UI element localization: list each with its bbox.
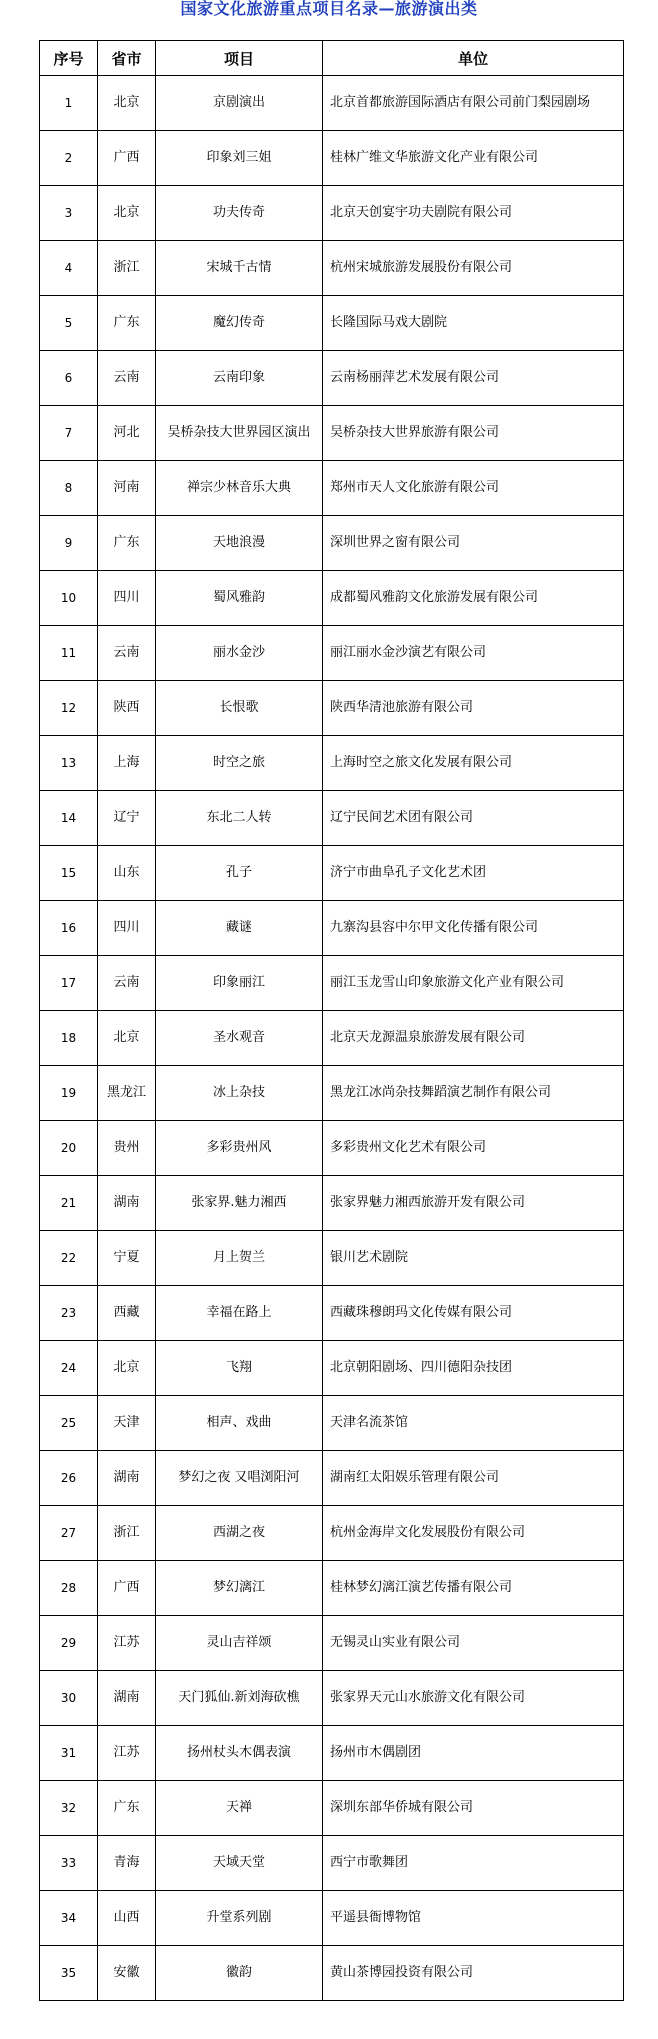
row-project: 多彩贵州风 xyxy=(156,1121,323,1176)
row-index: 20 xyxy=(40,1121,98,1176)
row-index: 9 xyxy=(40,516,98,571)
row-province: 青海 xyxy=(98,1836,156,1891)
row-project: 魔幻传奇 xyxy=(156,296,323,351)
row-project: 丽水金沙 xyxy=(156,626,323,681)
row-unit: 陕西华清池旅游有限公司 xyxy=(323,681,624,736)
row-unit: 郑州市天人文化旅游有限公司 xyxy=(323,461,624,516)
row-project: 东北二人转 xyxy=(156,791,323,846)
row-unit: 北京天龙源温泉旅游发展有限公司 xyxy=(323,1011,624,1066)
row-province: 湖南 xyxy=(98,1176,156,1231)
row-province: 河南 xyxy=(98,461,156,516)
row-index: 17 xyxy=(40,956,98,1011)
table-row xyxy=(40,131,624,186)
row-province: 广西 xyxy=(98,131,156,186)
table-row xyxy=(40,1286,624,1341)
row-project: 天门狐仙.新刘海砍樵 xyxy=(156,1671,323,1726)
row-index: 24 xyxy=(40,1341,98,1396)
table-row xyxy=(40,626,624,681)
row-project: 吴桥杂技大世界园区演出 xyxy=(156,406,323,461)
row-unit: 济宁市曲阜孔子文化艺术团 xyxy=(323,846,624,901)
row-project: 升堂系列剧 xyxy=(156,1891,323,1946)
row-unit: 银川艺术剧院 xyxy=(323,1231,624,1286)
table-row xyxy=(40,571,624,626)
table-row xyxy=(40,461,624,516)
row-project: 云南印象 xyxy=(156,351,323,406)
row-province: 西藏 xyxy=(98,1286,156,1341)
row-unit: 吴桥杂技大世界旅游有限公司 xyxy=(323,406,624,461)
row-index: 13 xyxy=(40,736,98,791)
row-province: 天津 xyxy=(98,1396,156,1451)
row-province: 贵州 xyxy=(98,1121,156,1176)
row-project: 扬州杖头木偶表演 xyxy=(156,1726,323,1781)
row-index: 34 xyxy=(40,1891,98,1946)
header-province: 省市 xyxy=(98,41,156,76)
row-project: 印象刘三姐 xyxy=(156,131,323,186)
row-index: 15 xyxy=(40,846,98,901)
table-row xyxy=(40,956,624,1011)
row-index: 30 xyxy=(40,1671,98,1726)
row-project: 宋城千古情 xyxy=(156,241,323,296)
row-unit: 黑龙江冰尚杂技舞蹈演艺制作有限公司 xyxy=(323,1066,624,1121)
row-index: 1 xyxy=(40,76,98,131)
row-unit: 北京首都旅游国际酒店有限公司前门梨园剧场 xyxy=(323,76,624,131)
row-index: 3 xyxy=(40,186,98,241)
table-row xyxy=(40,296,624,351)
row-index: 22 xyxy=(40,1231,98,1286)
row-province: 河北 xyxy=(98,406,156,461)
table-row xyxy=(40,1341,624,1396)
row-unit: 杭州金海岸文化发展股份有限公司 xyxy=(323,1506,624,1561)
row-project: 幸福在路上 xyxy=(156,1286,323,1341)
table-row xyxy=(40,1451,624,1506)
row-index: 32 xyxy=(40,1781,98,1836)
row-project: 圣水观音 xyxy=(156,1011,323,1066)
row-index: 6 xyxy=(40,351,98,406)
row-unit: 湖南红太阳娱乐管理有限公司 xyxy=(323,1451,624,1506)
table-row xyxy=(40,1671,624,1726)
row-unit: 张家界魅力湘西旅游开发有限公司 xyxy=(323,1176,624,1231)
row-unit: 九寨沟县容中尔甲文化传播有限公司 xyxy=(323,901,624,956)
row-index: 26 xyxy=(40,1451,98,1506)
row-project: 长恨歌 xyxy=(156,681,323,736)
row-unit: 西藏珠穆朗玛文化传媒有限公司 xyxy=(323,1286,624,1341)
row-project: 印象丽江 xyxy=(156,956,323,1011)
row-unit: 桂林梦幻漓江演艺传播有限公司 xyxy=(323,1561,624,1616)
row-index: 29 xyxy=(40,1616,98,1671)
table-row xyxy=(40,1396,624,1451)
row-province: 安徽 xyxy=(98,1946,156,2001)
row-province: 广东 xyxy=(98,296,156,351)
row-index: 10 xyxy=(40,571,98,626)
project-table xyxy=(39,40,624,2001)
row-unit: 无锡灵山实业有限公司 xyxy=(323,1616,624,1671)
row-project: 时空之旅 xyxy=(156,736,323,791)
table-row xyxy=(40,736,624,791)
table-row xyxy=(40,1891,624,1946)
row-index: 31 xyxy=(40,1726,98,1781)
table-row xyxy=(40,1506,624,1561)
table-row xyxy=(40,1616,624,1671)
row-index: 14 xyxy=(40,791,98,846)
row-project: 天地浪漫 xyxy=(156,516,323,571)
row-index: 8 xyxy=(40,461,98,516)
row-province: 云南 xyxy=(98,956,156,1011)
row-unit: 云南杨丽萍艺术发展有限公司 xyxy=(323,351,624,406)
row-province: 四川 xyxy=(98,901,156,956)
row-unit: 杭州宋城旅游发展股份有限公司 xyxy=(323,241,624,296)
table-row xyxy=(40,516,624,571)
table-row xyxy=(40,1946,624,2001)
row-project: 徽韵 xyxy=(156,1946,323,2001)
row-project: 蜀风雅韵 xyxy=(156,571,323,626)
row-province: 宁夏 xyxy=(98,1231,156,1286)
row-unit: 北京朝阳剧场、四川德阳杂技团 xyxy=(323,1341,624,1396)
row-project: 张家界.魅力湘西 xyxy=(156,1176,323,1231)
row-province: 广西 xyxy=(98,1561,156,1616)
table-row xyxy=(40,1726,624,1781)
row-unit: 上海时空之旅文化发展有限公司 xyxy=(323,736,624,791)
row-province: 北京 xyxy=(98,1341,156,1396)
row-province: 广东 xyxy=(98,516,156,571)
table-row xyxy=(40,1781,624,1836)
table-row xyxy=(40,1176,624,1231)
row-province: 北京 xyxy=(98,76,156,131)
row-unit: 成都蜀风雅韵文化旅游发展有限公司 xyxy=(323,571,624,626)
table-row xyxy=(40,901,624,956)
row-index: 5 xyxy=(40,296,98,351)
table-body xyxy=(40,76,624,2001)
table-row xyxy=(40,406,624,461)
table-row xyxy=(40,1066,624,1121)
row-index: 18 xyxy=(40,1011,98,1066)
row-province: 浙江 xyxy=(98,1506,156,1561)
row-province: 黑龙江 xyxy=(98,1066,156,1121)
row-index: 16 xyxy=(40,901,98,956)
row-project: 飞翔 xyxy=(156,1341,323,1396)
table-row xyxy=(40,846,624,901)
row-project: 孔子 xyxy=(156,846,323,901)
row-index: 19 xyxy=(40,1066,98,1121)
row-project: 月上贺兰 xyxy=(156,1231,323,1286)
row-index: 23 xyxy=(40,1286,98,1341)
row-project: 天禅 xyxy=(156,1781,323,1836)
header-index: 序号 xyxy=(40,41,98,76)
row-unit: 西宁市歌舞团 xyxy=(323,1836,624,1891)
row-index: 7 xyxy=(40,406,98,461)
row-project: 禅宗少林音乐大典 xyxy=(156,461,323,516)
row-province: 广东 xyxy=(98,1781,156,1836)
table-row xyxy=(40,1561,624,1616)
row-unit: 长隆国际马戏大剧院 xyxy=(323,296,624,351)
row-unit: 多彩贵州文化艺术有限公司 xyxy=(323,1121,624,1176)
row-unit: 深圳世界之窗有限公司 xyxy=(323,516,624,571)
row-province: 湖南 xyxy=(98,1451,156,1506)
row-unit: 北京天创宴宇功夫剧院有限公司 xyxy=(323,186,624,241)
row-index: 27 xyxy=(40,1506,98,1561)
row-unit: 深圳东部华侨城有限公司 xyxy=(323,1781,624,1836)
table-row xyxy=(40,186,624,241)
row-index: 12 xyxy=(40,681,98,736)
row-project: 梦幻漓江 xyxy=(156,1561,323,1616)
row-unit: 桂林广维文华旅游文化产业有限公司 xyxy=(323,131,624,186)
table-row xyxy=(40,76,624,131)
row-unit: 张家界天元山水旅游文化有限公司 xyxy=(323,1671,624,1726)
row-project: 冰上杂技 xyxy=(156,1066,323,1121)
row-unit: 平遥县衙博物馆 xyxy=(323,1891,624,1946)
row-index: 35 xyxy=(40,1946,98,2001)
row-province: 山东 xyxy=(98,846,156,901)
row-province: 江苏 xyxy=(98,1616,156,1671)
row-project: 功夫传奇 xyxy=(156,186,323,241)
row-index: 28 xyxy=(40,1561,98,1616)
row-province: 云南 xyxy=(98,351,156,406)
row-project: 相声、戏曲 xyxy=(156,1396,323,1451)
row-province: 上海 xyxy=(98,736,156,791)
row-unit: 丽江丽水金沙演艺有限公司 xyxy=(323,626,624,681)
table-row xyxy=(40,351,624,406)
row-index: 33 xyxy=(40,1836,98,1891)
row-unit: 天津名流茶馆 xyxy=(323,1396,624,1451)
header-project: 项目 xyxy=(156,41,323,76)
row-index: 2 xyxy=(40,131,98,186)
row-province: 四川 xyxy=(98,571,156,626)
table-header-row xyxy=(40,41,624,76)
table-row xyxy=(40,1231,624,1286)
row-index: 21 xyxy=(40,1176,98,1231)
row-province: 陕西 xyxy=(98,681,156,736)
table-row xyxy=(40,681,624,736)
row-province: 北京 xyxy=(98,186,156,241)
row-project: 西湖之夜 xyxy=(156,1506,323,1561)
row-province: 辽宁 xyxy=(98,791,156,846)
table-row xyxy=(40,1011,624,1066)
row-index: 11 xyxy=(40,626,98,681)
row-project: 藏谜 xyxy=(156,901,323,956)
row-province: 湖南 xyxy=(98,1671,156,1726)
table-row xyxy=(40,1836,624,1891)
row-project: 梦幻之夜 又唱浏阳河 xyxy=(156,1451,323,1506)
page-title: 国家文化旅游重点项目名录—旅游演出类 xyxy=(180,0,478,18)
row-province: 浙江 xyxy=(98,241,156,296)
row-unit: 辽宁民间艺术团有限公司 xyxy=(323,791,624,846)
row-province: 江苏 xyxy=(98,1726,156,1781)
row-index: 25 xyxy=(40,1396,98,1451)
table-row xyxy=(40,1121,624,1176)
row-project: 灵山吉祥颂 xyxy=(156,1616,323,1671)
row-unit: 黄山茶博园投资有限公司 xyxy=(323,1946,624,2001)
row-project: 京剧演出 xyxy=(156,76,323,131)
row-province: 云南 xyxy=(98,626,156,681)
header-unit: 单位 xyxy=(323,41,624,76)
row-province: 北京 xyxy=(98,1011,156,1066)
row-unit: 扬州市木偶剧团 xyxy=(323,1726,624,1781)
table-row xyxy=(40,791,624,846)
row-index: 4 xyxy=(40,241,98,296)
table-row xyxy=(40,241,624,296)
row-province: 山西 xyxy=(98,1891,156,1946)
row-unit: 丽江玉龙雪山印象旅游文化产业有限公司 xyxy=(323,956,624,1011)
row-project: 天域天堂 xyxy=(156,1836,323,1891)
